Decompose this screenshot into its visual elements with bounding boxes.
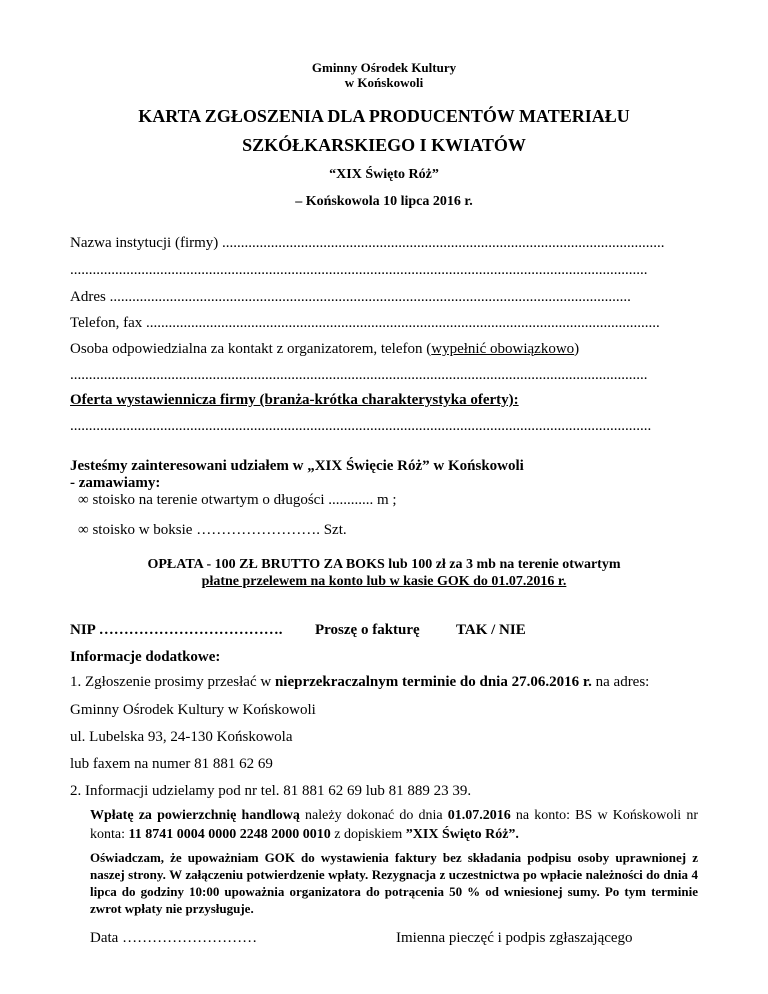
offer-field[interactable]: ........................................................................................................................................................... [70, 418, 652, 434]
organizer-address-line2: ul. Lubelska 93, 24-130 Końskowola [70, 729, 293, 745]
event-place-date: – Końskowola 10 lipca 2016 r. [295, 194, 473, 209]
payment-instructions [90, 806, 698, 844]
option-box[interactable]: ∞ stoisko w boksie ……………………. Szt. [78, 522, 347, 538]
contact-person-suffix: ) [574, 341, 580, 357]
info-item-1 [70, 674, 649, 691]
invoice-request-label: Proszę o fakturę [315, 622, 420, 638]
info-item-1-suffix: na adres: [591, 674, 650, 690]
contact-person-prefix: Osoba odpowiedzialna za kontakt z organizatorem, telefon ( [70, 341, 432, 357]
address-field[interactable]: Adres ........................................................................................................................................... [70, 289, 631, 305]
info-item-2: 2. Informacji udzielamy pod nr tel. 81 881 62 69 lub 81 889 23 39. [70, 783, 472, 799]
fee-info: OPŁATA - 100 ZŁ BRUTTO ZA BOKS lub 100 zł za 3 mb na terenie otwartym [147, 557, 621, 572]
payment-deadline: płatne przelewem na konto lub w kasie GOK do 01.07.2016 r. [201, 574, 567, 589]
payment-text-3: z dopiskiem [330, 827, 406, 842]
organizer-name: Gminny Ośrodek Kultury [311, 60, 457, 75]
nip-field[interactable]: NIP ………………………………. [70, 622, 283, 638]
contact-person-label [70, 341, 579, 358]
organizer-location: w Końskowoli [344, 75, 424, 90]
payment-subject: Wpłatę za powierzchnię handlową [90, 808, 300, 823]
participation-statement: Jesteśmy zainteresowani udziałem w „XIX Święcie Róż” w Końskowoli [70, 458, 524, 474]
institution-name-continuation[interactable]: .......................................................................................................................................................... [70, 262, 648, 278]
institution-name-field[interactable]: Nazwa instytucji (firmy) ...................................................................................................................... [70, 235, 665, 251]
signature-label: Imienna pieczęć i podpis zgłaszającego [396, 930, 633, 946]
option-open-area[interactable]: ∞ stoisko na terenie otwartym o długości ............ m ; [78, 492, 397, 508]
organizer-address-line1: Gminny Ośrodek Kultury w Końskowoli [70, 702, 316, 718]
fax-number: lub faxem na numer 81 881 62 69 [70, 756, 273, 772]
order-label: - zamawiamy: [70, 475, 161, 491]
event-name: “XIX Święto Róż” [329, 167, 439, 182]
additional-info-heading: Informacje dodatkowe: [70, 649, 221, 665]
document-title-line1: KARTA ZGŁOSZENIA DLA PRODUCENTÓW MATERIAŁU [138, 106, 630, 126]
mandatory-note: wypełnić obowiązkowo [431, 341, 575, 357]
offer-heading: Oferta wystawiennicza firmy (branża-krótka charakterystyka oferty): [70, 392, 519, 408]
payment-note: ”XIX Święto Róż”. [405, 827, 519, 842]
date-field[interactable]: Data ……………………… [90, 930, 258, 946]
payment-text-2: na konto: BS w Końskowoli nr konta: [90, 808, 698, 842]
phone-fax-field[interactable]: Telefon, fax ......................................................................................................................................... [70, 315, 660, 331]
contact-person-field[interactable]: .......................................................................................................................................................... [70, 367, 648, 383]
info-item-1-prefix: 1. Zgłoszenie prosimy przesłać w [70, 674, 275, 690]
document-title-line2: SZKÓŁKARSKIEGO I KWIATÓW [242, 135, 526, 155]
payment-date: 01.07.2016 [447, 808, 511, 823]
invoice-yes-no[interactable]: TAK / NIE [456, 622, 526, 638]
declaration-text: Oświadczam, że upoważniam GOK do wystawienia faktury bez składania podpisu osoby uprawnionej z naszej strony. W załączeniu potwierdzenie wpłaty. Rezygnacja z uczestnictwa po wpłacie należności do dnia 4 lipca do godziny 10:00 upoważnia organizatora do potrącenia 50 % od wniesionej sumy. Po tym terminie zwrot wpłaty nie przysługuje. [90, 850, 698, 916]
submission-deadline: nieprzekraczalnym terminie do dnia 27.06.2016 r. [274, 674, 592, 690]
payment-text-1: należy dokonać do dnia [299, 808, 448, 823]
bank-account-number: 11 8741 0004 0000 2248 2000 0010 [128, 827, 331, 842]
